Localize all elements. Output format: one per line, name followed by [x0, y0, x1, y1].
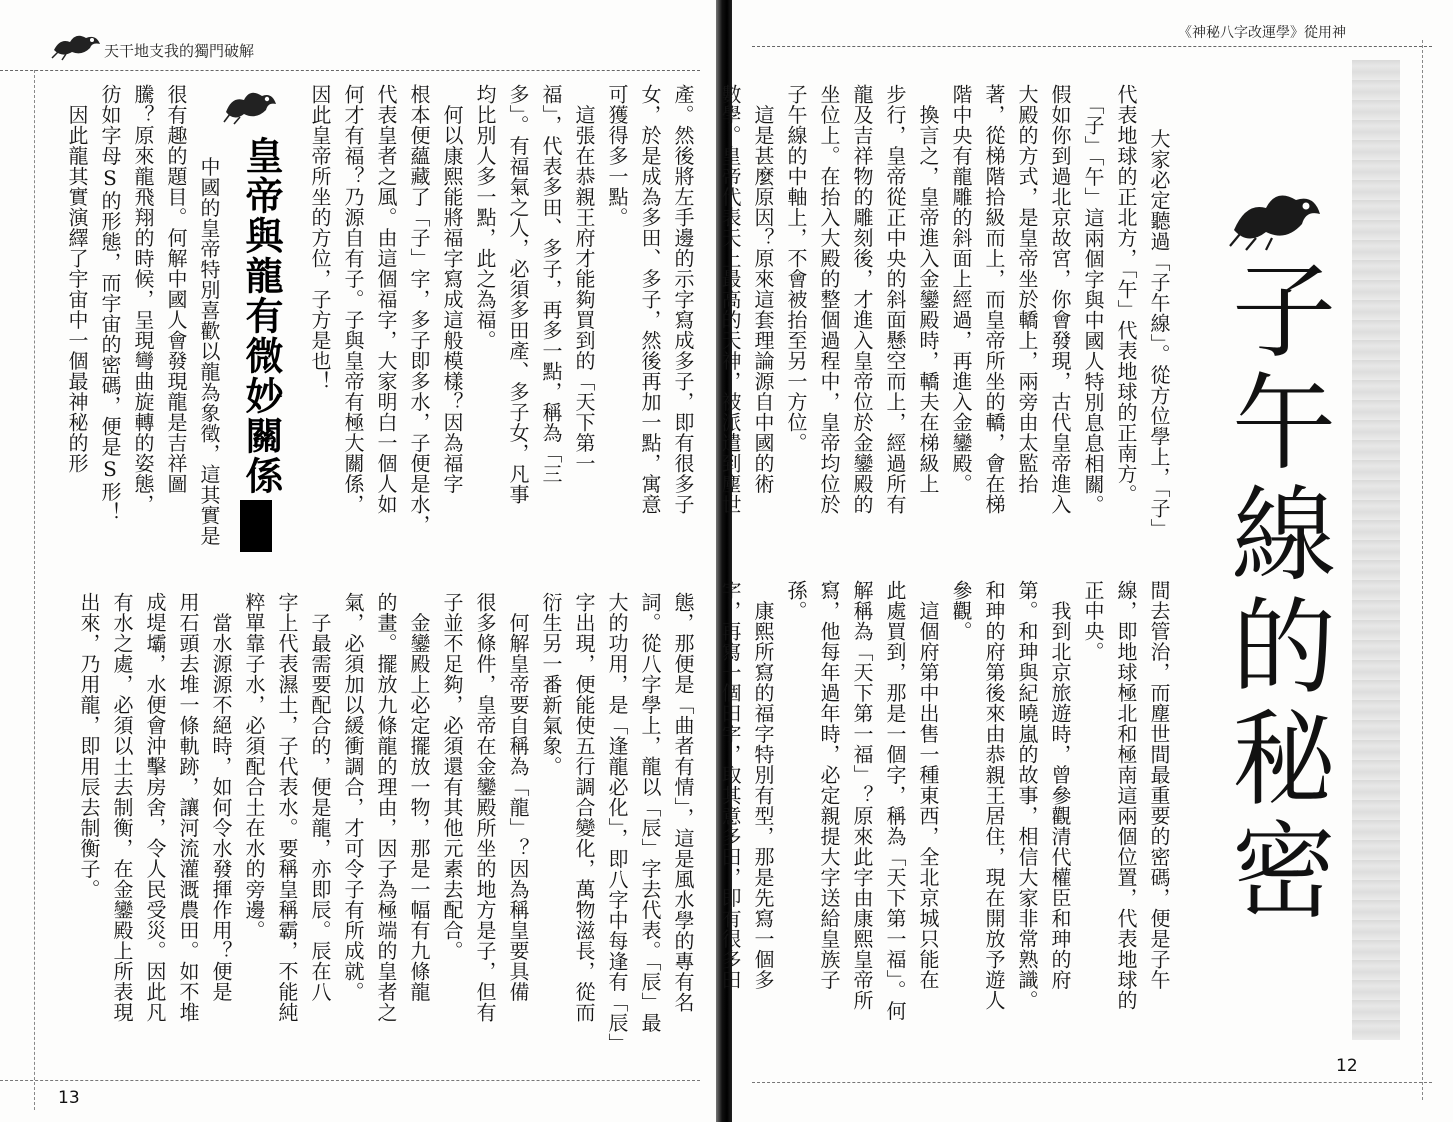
- text-column: 粹單靠子水，必須配合土在水的旁邊。: [242, 592, 266, 941]
- text-column: 子午線的中軸上，不會被抬至另一方位。: [784, 84, 808, 453]
- text-column: 子並不足夠，必須還有其他元素去配合。: [440, 592, 464, 961]
- text-column: 態，那便是「曲者有情」，這是風水學的專有名: [671, 592, 695, 1013]
- text-column: 因此龍其實演繹了宇宙中一個最神秘的形: [65, 84, 89, 474]
- margin-line: [34, 70, 35, 1110]
- text-column: 「子」「午」這兩個字與中國人特別息息相關。: [1081, 84, 1105, 515]
- text-column: 和珅的府第後來由恭親王居住，現在開放予遊人: [982, 580, 1006, 1011]
- text-column: 多」。有福氣之人，必須多田產、多子女，凡事: [506, 84, 530, 505]
- text-column: 這是甚麼原因？原來這套理論源自中國的術: [751, 84, 775, 494]
- section-title: 皇帝與龍有微妙關係: [239, 136, 283, 496]
- text-column: 金鑾殿上必定擺放一物，那是一幅有九條龍: [407, 592, 431, 1002]
- text-column: 中國的皇帝特別喜歡以龍為象徵，這其實是: [197, 136, 221, 546]
- text-column: 均比別人多一點，此之為福。: [473, 84, 497, 351]
- text-column: 龍及吉祥物的雕刻後，才進入皇帝位於金鑾殿的: [850, 84, 874, 515]
- footer-rule: [0, 1080, 700, 1081]
- text-column: 當水源源不絕時，如何令水發揮作用？便是: [209, 592, 233, 1002]
- dragon-section-icon: [222, 84, 278, 124]
- text-column: 間去管治，而塵世間最重要的密碼，便是子午: [1147, 580, 1171, 990]
- dragon-chapter-icon: [1228, 180, 1324, 250]
- text-column: 用石頭去堆一條軌跡，讓河流灌溉農田。如不堆: [176, 592, 200, 1023]
- text-column: 字出現，便能使五行調合變化，萬物滋長，從而: [572, 592, 596, 1023]
- text-column: 解稱為「天下第一福」？原來此字由康熙皇帝所: [850, 580, 874, 1011]
- text-column: 數學。皇帝代表天上最高的天神，被派遣到塵世: [718, 84, 742, 515]
- text-column: 女，於是成為多田、多子，然後再加一點，寓意: [638, 84, 662, 515]
- text-column: 成堤壩，水便會沖擊房舍，令人民受災。因此凡: [143, 592, 167, 1023]
- text-column: 線，即地球極北和極南這兩個位置，代表地球的: [1114, 580, 1138, 1011]
- scan-edge-strip: [1352, 60, 1400, 1040]
- text-column: 假如你到過北京故宮，你會發現，古代皇帝進入: [1048, 84, 1072, 515]
- text-column: 字，再寫一個田字，取其意多田，即有很多田: [718, 580, 742, 990]
- text-column: 根本便蘊藏了「子」字，多子即多水，子便是水，: [407, 84, 431, 535]
- page-number: 12: [1336, 1056, 1358, 1076]
- chapter-title: 子午線的秘密: [1214, 256, 1336, 928]
- footer-rule: [752, 1082, 1432, 1083]
- header-rule: [752, 46, 1432, 47]
- text-column: 坐位上。在抬入大殿的整個過程中，皇帝均位於: [817, 84, 841, 515]
- dragon-ornament-icon: [52, 28, 102, 60]
- text-column: 子最需要配合的，便是龍，亦即辰。辰在八: [308, 592, 332, 1002]
- text-column: 可獲得多一點。: [605, 84, 629, 228]
- text-column: 大家必定聽過「子午線」。從方位學上，「子」: [1147, 108, 1171, 539]
- text-column: 衍生另一番新氣象。: [539, 592, 563, 777]
- text-column: 福」，代表多田、多子，再多一點，稱為「三: [539, 84, 563, 484]
- text-column: 何以康熙能將福字寫成這般模樣？因為福字: [440, 84, 464, 494]
- running-header: 《神秘八字改運學》從用神: [1178, 25, 1346, 41]
- text-column: 何才有福？乃源自有子。子與皇帝有極大關係，: [341, 84, 365, 515]
- text-column: 的畫。擺放九條龍的理由，因子為極端的皇者之: [374, 592, 398, 1023]
- text-column: 大殿的方式，是皇帝坐於轎上，兩旁由太監抬: [1015, 84, 1039, 494]
- text-column: 正中央。: [1081, 580, 1105, 662]
- text-column: 產。然後將左手邊的示字寫成多子，即有很多子: [671, 84, 695, 515]
- running-header: 天干地支我的獨門破解: [104, 42, 255, 60]
- text-column: 因此皇帝所坐的方位，子方是也！: [308, 84, 332, 392]
- text-column: 出來，乃用龍，即用辰去制衡子。: [77, 592, 101, 900]
- margin-line: [1422, 40, 1423, 1100]
- text-column: 何解皇帝要自稱為「龍」？因為稱皇要具備: [506, 592, 530, 1002]
- text-column: 步行，皇帝從正中央的斜面懸空而上，經過所有: [883, 84, 907, 515]
- text-column: 騰？原來龍飛翔的時候，呈現彎曲旋轉的姿態，: [131, 84, 155, 515]
- text-column: 這張在恭親王府才能夠買到的「天下第一: [572, 84, 596, 474]
- text-column: 代表皇者之風。由這個福字，大家明白一個人如: [374, 84, 398, 515]
- text-column: 彷如字母S的形態，而宇宙的密碼，便是S形！: [98, 84, 122, 523]
- text-column: 很多條件，皇帝在金鑾殿所坐的地方是子，但有: [473, 592, 497, 1023]
- text-column: 此處買到，那是一個字，稱為「天下第一福」。何: [883, 580, 907, 1021]
- text-column: 換言之，皇帝進入金鑾殿時，轎夫在梯級上: [916, 84, 940, 494]
- section-title-bar: [240, 500, 272, 552]
- text-column: 字上代表濕土，子代表水。要稱皇稱霸，不能純: [275, 592, 299, 1023]
- text-column: 氣，必須加以緩衝調合，才可令子有所成就。: [341, 592, 365, 1002]
- left-page: [0, 0, 722, 1122]
- text-column: 代表地球的正北方，「午」代表地球的正南方。: [1114, 84, 1138, 505]
- right-page: [718, 0, 1453, 1122]
- text-column: 這個府第中出售一種東西，全北京城只能在: [916, 580, 940, 990]
- text-column: 參觀。: [949, 580, 973, 642]
- text-column: 著，從梯階拾級而上，而皇帝所坐的轎，會在梯: [982, 84, 1006, 515]
- text-column: 很有趣的題目。何解中國人會發現龍是吉祥圖: [164, 84, 188, 494]
- text-column: 階中央有龍雕的斜面上經過，再進入金鑾殿。: [949, 84, 973, 494]
- header-rule: [0, 70, 700, 71]
- page-number: 13: [58, 1088, 80, 1108]
- text-column: 康熙所寫的福字特別有型，那是先寫一個多: [751, 580, 775, 990]
- text-column: 寫，他每年過年時，必定親提大字送給皇族子: [817, 580, 841, 990]
- text-column: 第。和珅與紀曉嵐的故事，相信大家非常熟識。: [1015, 580, 1039, 1011]
- text-column: 孫。: [784, 580, 808, 621]
- text-column: 我到北京旅遊時，曾參觀清代權臣和珅的府: [1048, 580, 1072, 990]
- text-column: 有水之處，必須以土去制衡，在金鑾殿上所表現: [110, 592, 134, 1023]
- text-column: 大的功用，是「逢龍必化」，即八字中每逢有「辰」: [605, 592, 629, 1054]
- text-column: 詞。從八字學上，龍以「辰」字去代表。「辰」最: [638, 592, 662, 1033]
